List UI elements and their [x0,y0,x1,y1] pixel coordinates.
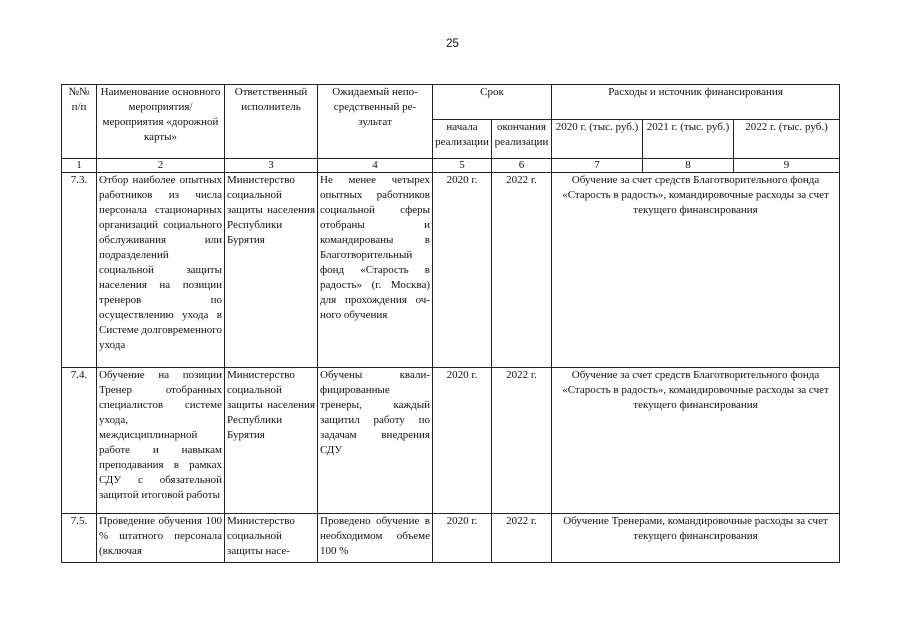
activity-name: Обучение на позиции Тренер отобранных специалистов системе ухода, междисциплинарной работе и навыкам преподавания в рамках СДУ с обязательной защитой итоговой работы [97,368,225,514]
start-year: 2020 г. [433,514,492,563]
column-number: 8 [643,159,734,173]
table-row [62,368,840,514]
financing-source: Обучение за счет средств Благотворительного фонда «Старость в радость», командировочные расходы за счет текущего финансирования [552,173,840,368]
row-number: 7.4. [62,368,97,514]
column-number: 3 [225,159,318,173]
column-number-row [62,159,840,173]
header-2022: 2022 г. (тыс. руб.) [734,120,840,159]
start-year: 2020 г. [433,368,492,514]
responsible-executor: Министерство социальной защиты населения Республики Бурятия [225,173,318,368]
activity-name: Проведение обучения 100 % штатного персонала (включая [97,514,225,563]
row-number: 7.3. [62,173,97,368]
column-number: 2 [97,159,225,173]
column-number: 1 [62,159,97,173]
column-number: 6 [492,159,552,173]
roadmap-table [61,84,840,563]
end-year: 2022 г. [492,173,552,368]
header-result: Ожидаемый непосредственный результат [318,85,433,159]
responsible-executor: Министерство социальной защиты насе- [225,514,318,563]
expected-result: Не менее четырех опытных работников социальной сферы отобраны и командированы в Благотворительный фонд «Старость в радость» (г. Москва) для прохождения очного обучения [318,173,433,368]
end-year: 2022 г. [492,514,552,563]
page-number: 25 [446,38,459,50]
table-row [62,173,840,368]
header-start: начала реализации [433,120,492,159]
column-number: 7 [552,159,643,173]
column-number: 4 [318,159,433,173]
header-responsible: Ответственный исполнитель [225,85,318,159]
start-year: 2020 г. [433,173,492,368]
header-end: окончания реализации [492,120,552,159]
header-expenses: Расходы и источник финансирования [552,85,840,120]
header-2020: 2020 г. (тыс. руб.) [552,120,643,159]
column-number: 5 [433,159,492,173]
financing-source: Обучение Тренерами, командировочные расходы за счет текущего финансирования [552,514,840,563]
expected-result: Проведено обучение в необходимом объеме 100 % [318,514,433,563]
end-year: 2022 г. [492,368,552,514]
column-number: 9 [734,159,840,173]
table-row [62,514,840,563]
header-num: №№ п/п [62,85,97,159]
financing-source: Обучение за счет средств Благотворительного фонда «Старость в радость», командировочные расходы за счет текущего финансирования [552,368,840,514]
header-name: Наименование основного мероприятия/мероприятия «дорожной карты» [97,85,225,159]
header-row [62,85,840,120]
expected-result: Обучены квалифицированные тренеры, каждый защитил работу по задачам внедрения СДУ [318,368,433,514]
activity-name: Отбор наиболее опытных работников из числа персонала стационарных организаций социального обслуживания или подразделений социальной защиты населения на позиции тренеров по осуществлению ухода в Системе долговременного ухода [97,173,225,368]
header-2021: 2021 г. (тыс. руб.) [643,120,734,159]
row-number: 7.5. [62,514,97,563]
header-period: Срок [433,85,552,120]
responsible-executor: Министерство социальной защиты населения Республики Бурятия [225,368,318,514]
